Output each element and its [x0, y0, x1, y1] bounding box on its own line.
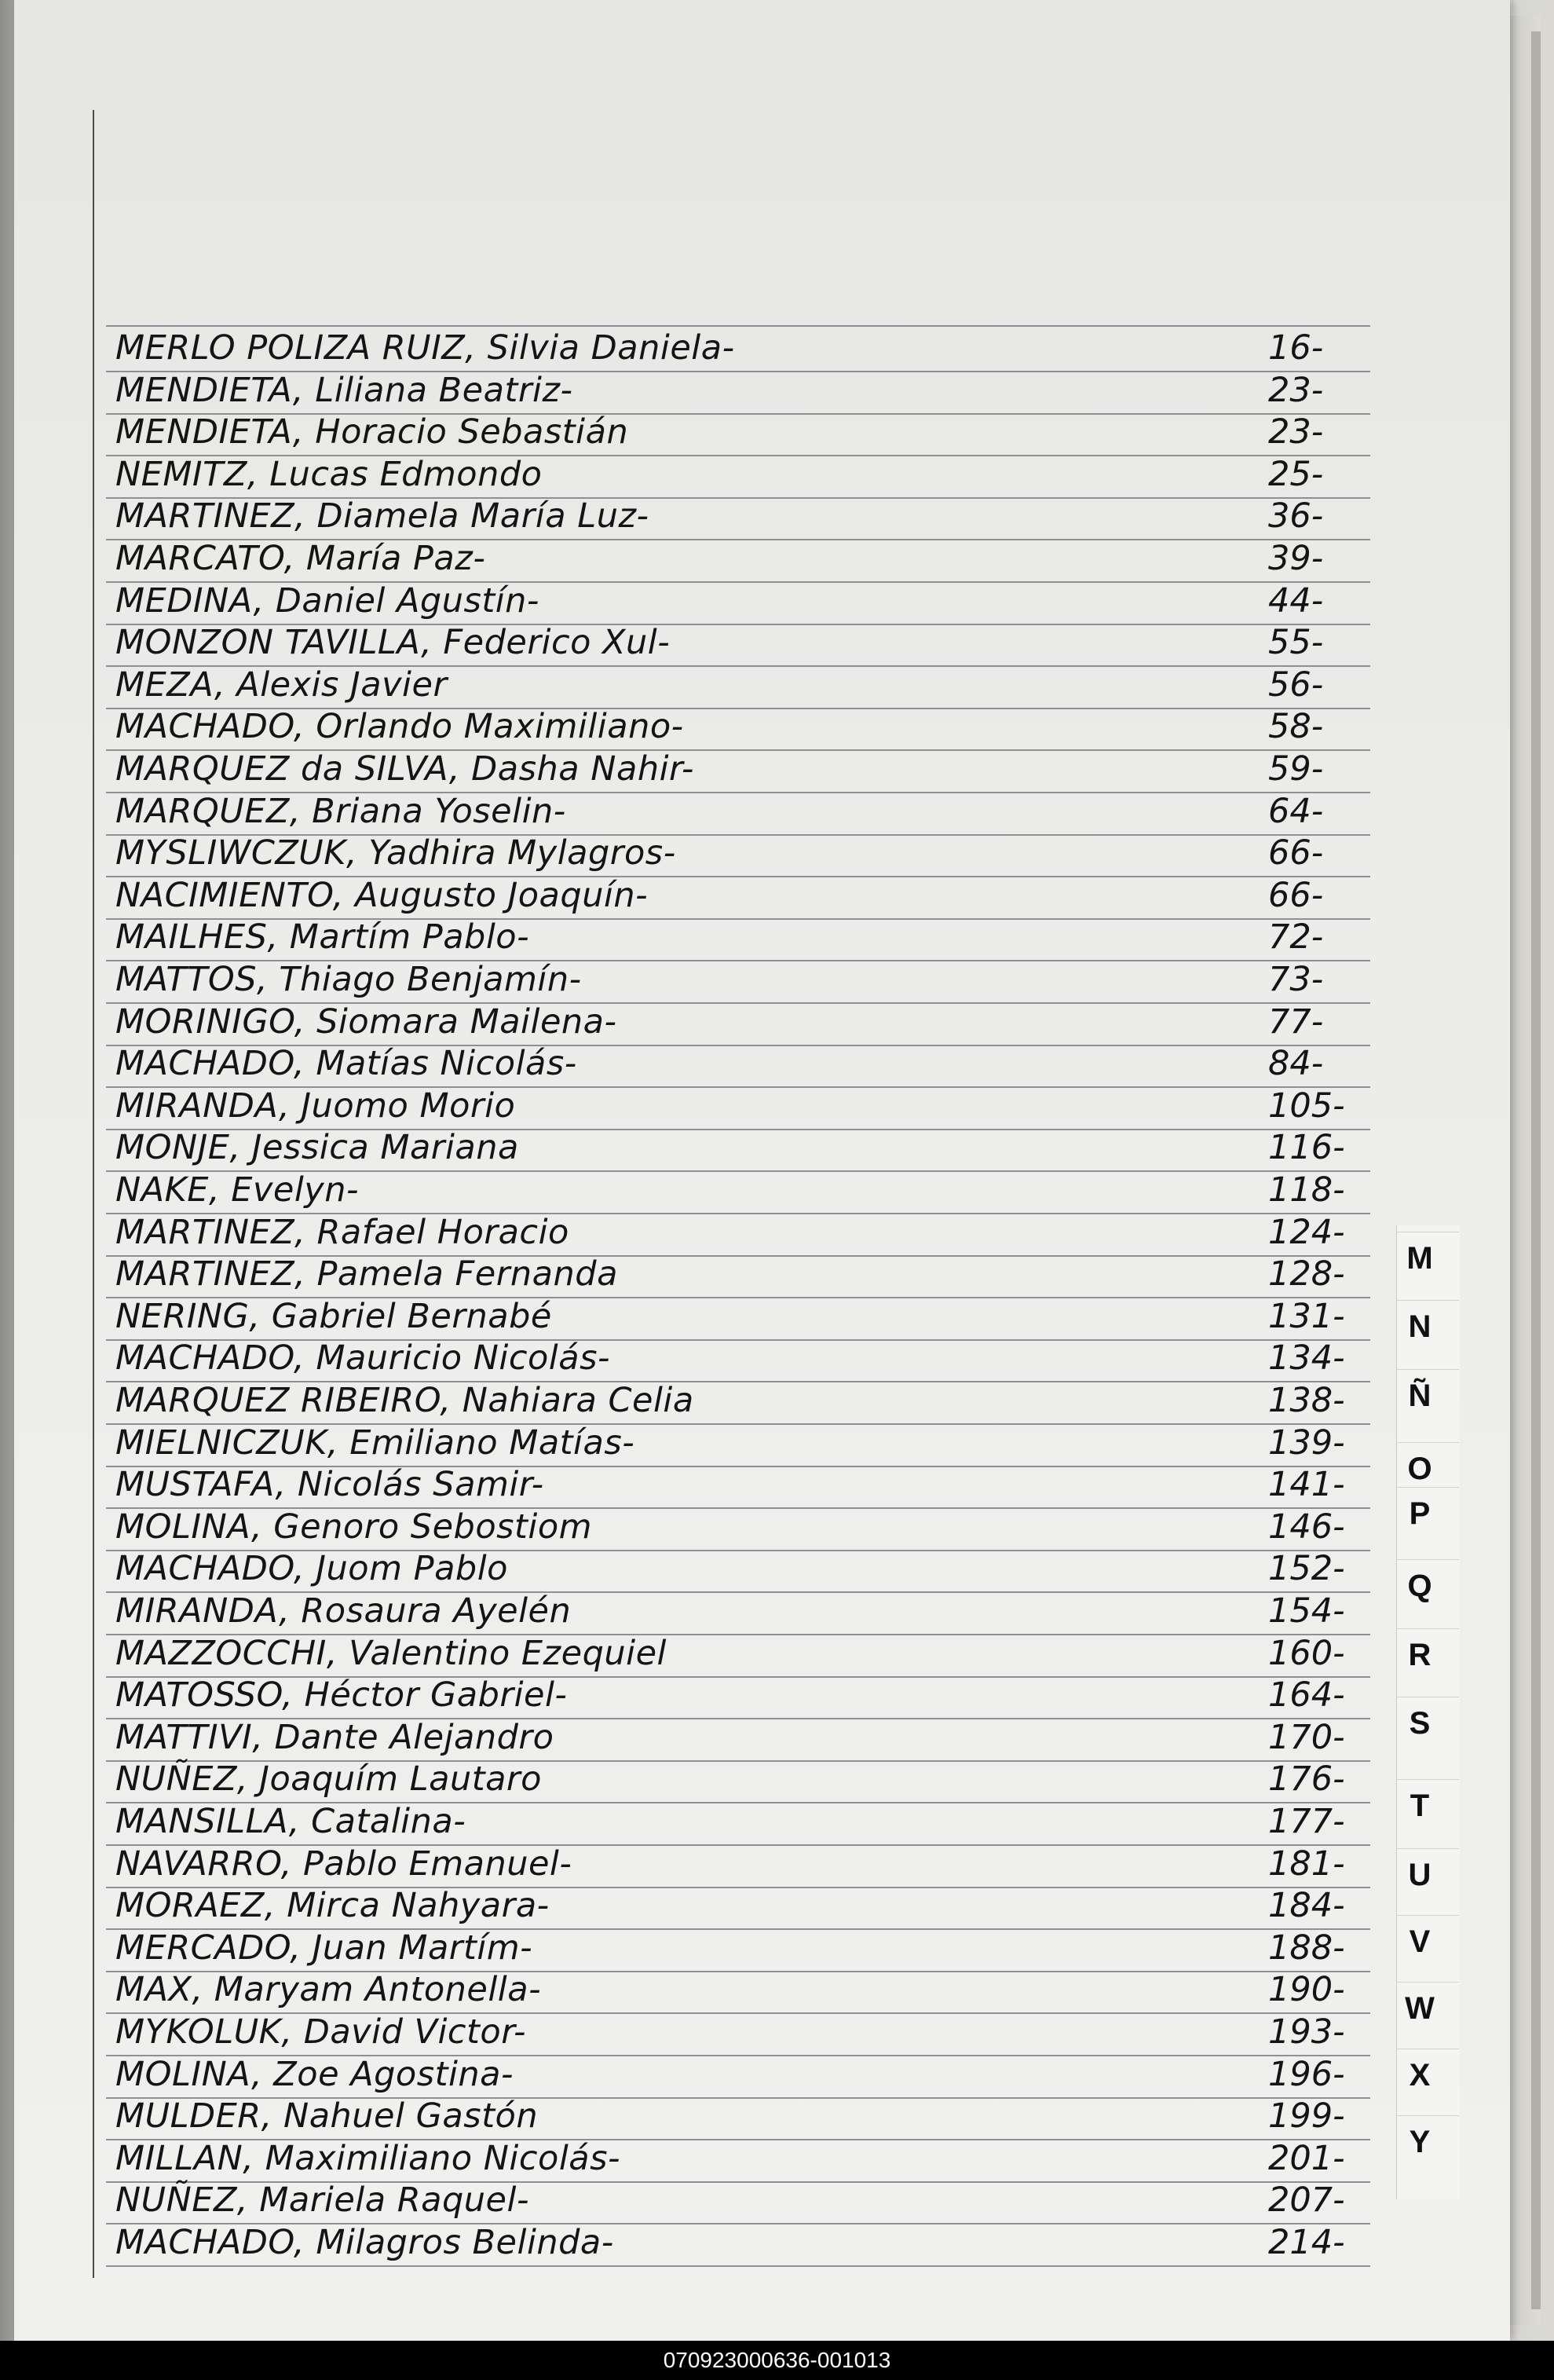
entry-row [106, 877, 1370, 920]
entry-name: MAILHES, Martím Pablo- [115, 917, 530, 957]
index-tab-divider [1396, 1559, 1459, 1560]
entry-row [106, 666, 1370, 709]
index-tab-divider [1396, 1300, 1459, 1301]
entry-name: MATOSSO, Héctor Gabriel- [115, 1675, 568, 1715]
entry-page-number: 16- [1268, 328, 1324, 368]
entry-page-number: 118- [1268, 1170, 1345, 1210]
entry-name: MACHADO, Orlando Maximiliano- [115, 707, 684, 747]
entry-row [106, 1845, 1370, 1888]
entry-row [106, 793, 1370, 836]
entry-row [106, 372, 1370, 415]
entry-name: MIRANDA, Juomo Morio [115, 1086, 516, 1126]
entry-name: MOLINA, Zoe Agostina- [115, 2054, 514, 2094]
index-tab-divider [1396, 1628, 1459, 1629]
entry-name: MATTOS, Thiago Benjamín- [115, 960, 582, 999]
entry-name: MERCADO, Juan Martím- [115, 1928, 533, 1968]
entry-row [106, 1508, 1370, 1551]
entry-page-number: 124- [1268, 1212, 1345, 1252]
entry-page-number: 160- [1268, 1633, 1345, 1673]
entry-row [106, 1803, 1370, 1846]
entry-page-number: 23- [1268, 370, 1324, 410]
entry-name: MONZON TAVILLA, Federico Xul- [115, 623, 671, 663]
entry-page-number: 58- [1268, 707, 1324, 747]
entry-page-number: 152- [1268, 1549, 1345, 1589]
entry-row [106, 497, 1370, 540]
entry-row [106, 582, 1370, 625]
index-tab-5[interactable]: Q [1407, 1569, 1432, 1603]
entry-name: MARTINEZ, Diamela María Luz- [115, 496, 649, 536]
entry-name: NAVARRO, Pablo Emanuel- [115, 1844, 572, 1884]
entry-name: NUÑEZ, Joaquím Lautaro [115, 1759, 542, 1800]
entry-row [106, 2013, 1370, 2056]
entry-page-number: 214- [1268, 2223, 1345, 2262]
entry-row [106, 1087, 1370, 1130]
entry-name: NEMITZ, Lucas Edmondo [115, 454, 543, 494]
entry-name: MANSILLA, Catalina- [115, 1802, 466, 1841]
entry-row [106, 1971, 1370, 2014]
index-tab-12[interactable]: X [1409, 2058, 1431, 2093]
entry-name: MARQUEZ RIBEIRO, Nahiara Celia [115, 1381, 694, 1420]
entry-name: MARQUEZ da SILVA, Dasha Nahir- [115, 749, 694, 789]
entry-row [106, 456, 1370, 499]
entry-page-number: 134- [1268, 1338, 1345, 1379]
entry-page-number: 23- [1268, 412, 1324, 452]
index-tab-1[interactable]: N [1408, 1309, 1432, 1344]
entry-name: MATTIVI, Dante Alejandro [115, 1717, 554, 1757]
entry-row [106, 1214, 1370, 1257]
index-tab-2[interactable]: Ñ [1408, 1379, 1432, 1413]
index-tab-10[interactable]: V [1409, 1924, 1431, 1959]
entry-row [106, 1929, 1370, 1972]
entry-name: MERLO POLIZA RUIZ, Silvia Daniela- [115, 328, 735, 368]
entry-row [106, 329, 1370, 372]
entry-page-number: 131- [1268, 1296, 1345, 1336]
entry-row [106, 1719, 1370, 1762]
entry-row [106, 1466, 1370, 1509]
entry-page-number: 190- [1268, 1970, 1345, 2010]
entry-page-number: 116- [1268, 1128, 1345, 1168]
entry-name: MIRANDA, Rosaura Ayelén [115, 1591, 572, 1631]
entry-page-number: 176- [1268, 1759, 1345, 1800]
entry-name: MULDER, Nahuel Gastón [115, 2096, 539, 2137]
entry-page-number: 55- [1268, 623, 1324, 663]
index-tab-3[interactable]: O [1407, 1452, 1432, 1486]
entry-row [106, 1550, 1370, 1593]
entry-name: MENDIETA, Liliana Beatriz- [115, 370, 573, 410]
entry-name: MILLAN, Maximiliano Nicolás- [115, 2138, 621, 2178]
entry-row [106, 1255, 1370, 1298]
index-tab-divider [1396, 2115, 1459, 2116]
entry-row [106, 1339, 1370, 1382]
index-tab-11[interactable]: W [1405, 1991, 1435, 2026]
entry-row [106, 1129, 1370, 1172]
index-tab-9[interactable]: U [1408, 1858, 1432, 1892]
entry-row [106, 1171, 1370, 1214]
entry-row [106, 708, 1370, 751]
entry-page-number: 181- [1268, 1844, 1345, 1884]
index-tab-0[interactable]: M [1406, 1241, 1433, 1276]
entry-name: MACHADO, Matías Nicolás- [115, 1044, 577, 1084]
index-tab-divider [1396, 1369, 1459, 1370]
entry-page-number: 72- [1268, 917, 1324, 957]
entry-name: MUSTAFA, Nicolás Samir- [115, 1465, 544, 1505]
entry-name: MAX, Maryam Antonella- [115, 1970, 542, 2010]
entry-row [106, 1676, 1370, 1719]
entry-page-number: 105- [1268, 1086, 1345, 1126]
entry-page-number: 84- [1268, 1044, 1324, 1084]
entry-name: MAZZOCCHI, Valentino Ezequiel [115, 1633, 667, 1673]
entry-name: MIELNICZUK, Emiliano Matías- [115, 1423, 635, 1463]
entry-name: MEDINA, Daniel Agustín- [115, 580, 539, 621]
entry-row [106, 2097, 1370, 2140]
entry-page-number: 188- [1268, 1928, 1345, 1968]
entry-page-number: 138- [1268, 1381, 1345, 1420]
scan-id-label: 070923000636-001013 [663, 2348, 891, 2372]
entry-name: MONJE, Jessica Mariana [115, 1128, 519, 1168]
entry-row [106, 1382, 1370, 1425]
entry-page-number: 170- [1268, 1717, 1345, 1757]
entry-row [106, 1298, 1370, 1341]
entry-row [106, 918, 1370, 961]
entry-name: MACHADO, Juom Pablo [115, 1549, 508, 1589]
entry-page-number: 164- [1268, 1675, 1345, 1715]
index-tab-7[interactable]: S [1409, 1706, 1431, 1741]
entry-page-number: 184- [1268, 1886, 1345, 1926]
index-tab-divider [1396, 1487, 1459, 1488]
entry-name: NACIMIENTO, Augusto Joaquín- [115, 875, 649, 915]
entry-row [106, 2056, 1370, 2099]
index-tab-6[interactable]: R [1408, 1638, 1432, 1672]
entry-page-number: 44- [1268, 580, 1324, 621]
index-tab-13[interactable]: Y [1409, 2125, 1431, 2159]
entry-name: NERING, Gabriel Bernabé [115, 1296, 552, 1336]
entry-name: MARTINEZ, Pamela Fernanda [115, 1254, 618, 1294]
entry-page-number: 59- [1268, 749, 1324, 789]
entry-page-number: 56- [1268, 665, 1324, 705]
entry-row [106, 1045, 1370, 1088]
entry-page-number: 207- [1268, 2180, 1345, 2221]
entry-name: MENDIETA, Horacio Sebastián [115, 412, 629, 452]
entry-name: MARTINEZ, Rafael Horacio [115, 1212, 569, 1252]
entry-name: MEZA, Alexis Javier [115, 665, 448, 705]
entry-row [106, 1635, 1370, 1678]
entry-name: MYKOLUK, David Victor- [115, 2012, 527, 2052]
entry-row [106, 413, 1370, 456]
entry-name: MYSLIWCZUK, Yadhira Mylagros- [115, 833, 676, 873]
entry-row [106, 2181, 1370, 2224]
entry-row [106, 750, 1370, 793]
entry-page-number: 77- [1268, 1001, 1324, 1042]
entry-name: MORAEZ, Mirca Nahyara- [115, 1886, 550, 1926]
entry-row [106, 624, 1370, 667]
entry-page-number: 128- [1268, 1254, 1345, 1294]
notebook-cover-edge [1531, 31, 1541, 2309]
entry-row [106, 1760, 1370, 1803]
entry-page-number: 177- [1268, 1802, 1345, 1841]
index-tab-8[interactable]: T [1410, 1789, 1430, 1823]
index-tab-4[interactable]: P [1409, 1496, 1431, 1531]
entry-row [106, 2140, 1370, 2183]
entry-row [106, 1003, 1370, 1046]
entry-page-number: 64- [1268, 791, 1324, 831]
index-tab-divider [1396, 1982, 1459, 1983]
entry-name: MARQUEZ, Briana Yoselin- [115, 791, 566, 831]
entry-row [106, 1887, 1370, 1930]
entry-name: MACHADO, Milagros Belinda- [115, 2223, 614, 2262]
entry-page-number: 139- [1268, 1423, 1345, 1463]
entry-page-number: 66- [1268, 833, 1324, 873]
entry-page-number: 199- [1268, 2096, 1345, 2137]
entry-name: MARCATO, María Paz- [115, 539, 486, 578]
index-tab-divider [1396, 1779, 1459, 1780]
entry-name: NUÑEZ, Mariela Raquel- [115, 2180, 529, 2221]
index-tab-divider [1396, 1848, 1459, 1849]
entry-page-number: 66- [1268, 875, 1324, 915]
entry-name: MORINIGO, Siomara Mailena- [115, 1001, 617, 1042]
entry-row [106, 540, 1370, 583]
entry-page-number: 73- [1268, 960, 1324, 999]
entry-row [106, 1592, 1370, 1635]
entry-row [106, 2224, 1370, 2267]
entry-page-number: 146- [1268, 1507, 1345, 1547]
entry-name: NAKE, Evelyn- [115, 1170, 360, 1210]
entry-page-number: 39- [1268, 539, 1324, 578]
entry-page-number: 25- [1268, 454, 1324, 494]
index-tab-divider [1396, 1915, 1459, 1916]
entry-page-number: 201- [1268, 2138, 1345, 2178]
entry-page-number: 141- [1268, 1465, 1345, 1505]
entry-row [106, 961, 1370, 1004]
entry-page-number: 193- [1268, 2012, 1345, 2052]
entry-row [106, 1424, 1370, 1467]
entry-name: MOLINA, Genoro Sebostiom [115, 1507, 593, 1547]
entry-name: MACHADO, Mauricio Nicolás- [115, 1338, 611, 1379]
index-tab-divider [1396, 1442, 1459, 1443]
entry-page-number: 154- [1268, 1591, 1345, 1631]
entry-page-number: 36- [1268, 496, 1324, 536]
entry-row [106, 834, 1370, 877]
entry-page-number: 196- [1268, 2054, 1345, 2094]
